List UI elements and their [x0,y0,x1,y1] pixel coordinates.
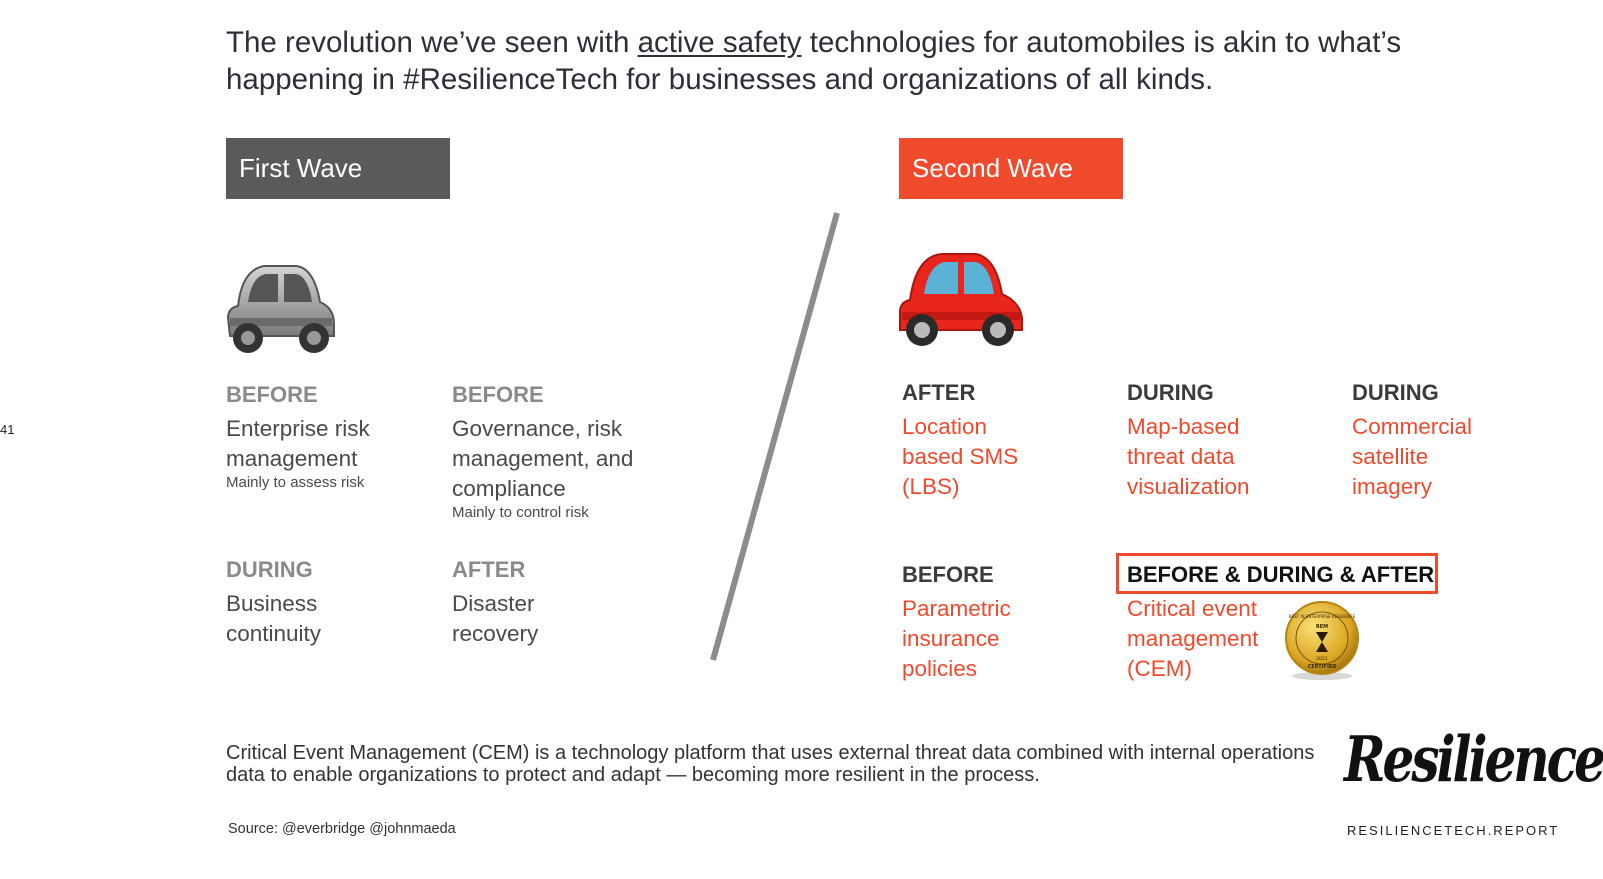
badge-line2: REM [1315,624,1329,630]
phase-label: BEFORE [902,562,994,587]
phase-label: DURING [1352,380,1439,405]
item-text: Critical event management (CEM) [1127,596,1259,681]
red-car-icon [896,250,1026,350]
first-wave-item [226,382,436,491]
badge-line4: CERTIFIED [1307,664,1337,670]
wave-divider [700,205,850,670]
item-text: Map-based threat data visualization [1127,414,1250,499]
phase-label: BEFORE [226,382,318,407]
resilience-logo: Resilience [1344,722,1603,796]
item-text: Parametric insurance policies [902,596,1011,681]
item-text: Enterprise risk management [226,416,370,471]
cem-definition: Critical Event Management (CEM) is a technology platform that uses external threat data combined with internal operations data to enable organizations to protect and adapt — becoming more resilient in the process. [226,742,1315,786]
second-wave-item [902,380,1082,502]
first-wave-item [226,557,406,649]
second-wave-title: Second Wave [899,138,1123,199]
badge-line1: BEST IN ENTERPRISE RESILIENCE [1288,614,1356,619]
item-note: Mainly to assess risk [226,474,365,491]
headline-after: technologies for automobiles is akin to what’s happening in #ResilienceTech for businesses and organizations of all kinds. [226,26,1402,96]
second-wave-item [902,562,1082,684]
certified-badge-icon [1280,598,1364,682]
item-note: Mainly to control risk [452,504,589,521]
second-wave-item [1352,380,1542,502]
source-credit: Source: @everbridge @johnmaeda [228,821,456,837]
headline-before: The revolution we’ve seen with [226,26,638,59]
phase-label: AFTER [452,557,526,582]
item-text: Commercial satellite imagery [1352,414,1473,499]
badge-line3: 2021 [1316,657,1328,662]
item-text: Location based SMS (LBS) [902,414,1019,499]
phase-label: BEFORE [452,382,544,407]
phase-label: BEFORE & DURING & AFTER [1127,562,1435,587]
item-text: Business continuity [226,591,322,646]
first-wave-item [452,382,667,521]
active-safety-link[interactable]: active safety [637,26,802,59]
phase-label: DURING [1127,380,1214,405]
item-text: Governance, risk management, and compliance [452,416,634,501]
brand-url[interactable]: RESILIENCETECH.REPORT [1347,823,1560,838]
headline [226,24,1546,98]
gray-car-icon [224,262,338,356]
page-number: 41 [0,422,15,437]
item-text: Disaster recovery [452,591,539,646]
phase-label: AFTER [902,380,976,405]
first-wave-title: First Wave [226,138,450,199]
first-wave-item [452,557,612,649]
second-wave-item [1127,380,1317,502]
phase-label: DURING [226,557,313,582]
